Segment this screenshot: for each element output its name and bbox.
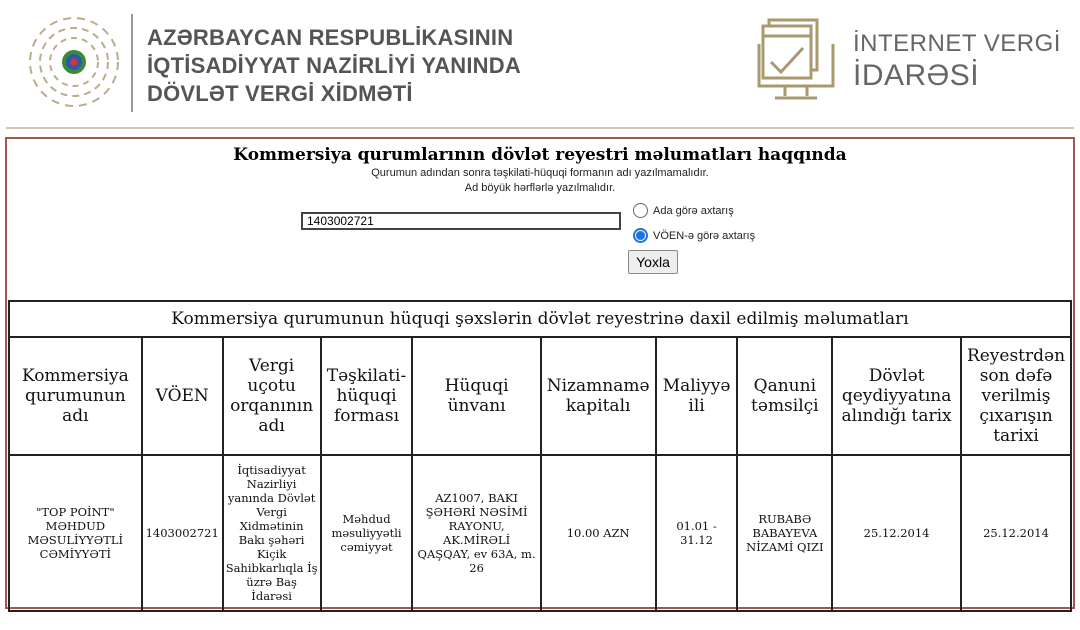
column-header: Qanuni təmsilçi [737, 337, 832, 455]
monitor-check-icon [755, 16, 837, 106]
cell-fiscal-year: 01.01 - 31.12 [656, 455, 738, 611]
cell-extract-date: 25.12.2014 [961, 455, 1071, 611]
header-rule [6, 127, 1074, 129]
table-header-row [9, 337, 1071, 455]
radio-button[interactable] [633, 203, 648, 218]
radio-search-by-voen[interactable] [633, 228, 755, 243]
cell-company-name: "TOP POİNT" MƏHDUD MƏSULİYYƏTLİ CƏMİYYƏTİ [9, 455, 142, 611]
table-caption: Kommersiya qurumunun hüquqi şəxslərin dövlət reyestrinə daxil edilmiş məlumatları [9, 301, 1071, 337]
radio-label: Ada görə axtarış [653, 204, 734, 217]
state-emblem-logo [26, 14, 122, 110]
column-header: Vergi uçotu orqanının adı [223, 337, 321, 455]
radio-search-by-name[interactable] [633, 203, 734, 218]
registry-table [8, 300, 1072, 612]
table-row [9, 455, 1071, 611]
column-header: Təşkilati-hüquqi forması [321, 337, 413, 455]
cell-representative: RUBABƏ BABAYEVA NİZAMİ QIZI [737, 455, 832, 611]
cell-registration-date: 25.12.2014 [832, 455, 961, 611]
site-header [0, 0, 1080, 128]
cell-address: AZ1007, BAKI ŞƏHƏRİ NƏSİMİ RAYONU, AK.MİRƏLİ QAŞQAY, ev 63A, m. 26 [412, 455, 540, 611]
org-line: AZƏRBAYCAN RESPUBLİKASININ [147, 25, 514, 50]
org-line: DÖVLƏT VERGİ XİDMƏTİ [147, 81, 413, 106]
radio-label: VÖEN-ə görə axtarış [653, 229, 756, 242]
column-header: Kommersiya qurumunun adı [9, 337, 142, 455]
cell-capital: 10.00 AZN [541, 455, 656, 611]
org-line: İQTİSADİYYAT NAZİRLİYİ YANINDA [147, 53, 521, 78]
search-hint: Ad böyük hərflərlə yazılmalıdır. [464, 182, 616, 194]
search-hint: Qurumun adından sonra təşkilati-hüquqi formanın adı yazılmamalıdır. [371, 167, 709, 179]
portal-line: İNTERNET VERGİ [853, 30, 1061, 57]
cell-tax-office: İqtisadiyyat Nazirliyi yanında Dövlət Vergi Xidmətinin Bakı şəhəri Kiçik Sahibkarlıqla İş üzrə Baş İdarəsi [223, 455, 321, 611]
cell-voen: 1403002721 [142, 455, 223, 611]
column-header: Nizamnamə kapitalı [541, 337, 656, 455]
cell-legal-form: Məhdud məsuliyyətli cəmiyyət [321, 455, 413, 611]
header-divider [131, 14, 133, 112]
portal-line: İDARƏSİ [853, 59, 980, 92]
column-header: VÖEN [142, 337, 223, 455]
page-title: Kommersiya qurumlarının dövlət reyestri məlumatları haqqında [233, 145, 847, 165]
check-button[interactable]: Yoxla [628, 250, 678, 274]
column-header: Maliyyə ili [656, 337, 738, 455]
column-header: Hüquqi ünvanı [412, 337, 540, 455]
registry-panel [5, 137, 1075, 609]
radio-button-selected[interactable] [633, 228, 648, 243]
column-header: Dövlət qeydiyyatına alındığı tarix [832, 337, 961, 455]
portal-name [853, 28, 1061, 92]
organization-name [147, 24, 521, 108]
column-header: Reyestrdən son dəfə verilmiş çıxarışın tarixi [961, 337, 1071, 455]
search-input[interactable] [301, 212, 621, 230]
